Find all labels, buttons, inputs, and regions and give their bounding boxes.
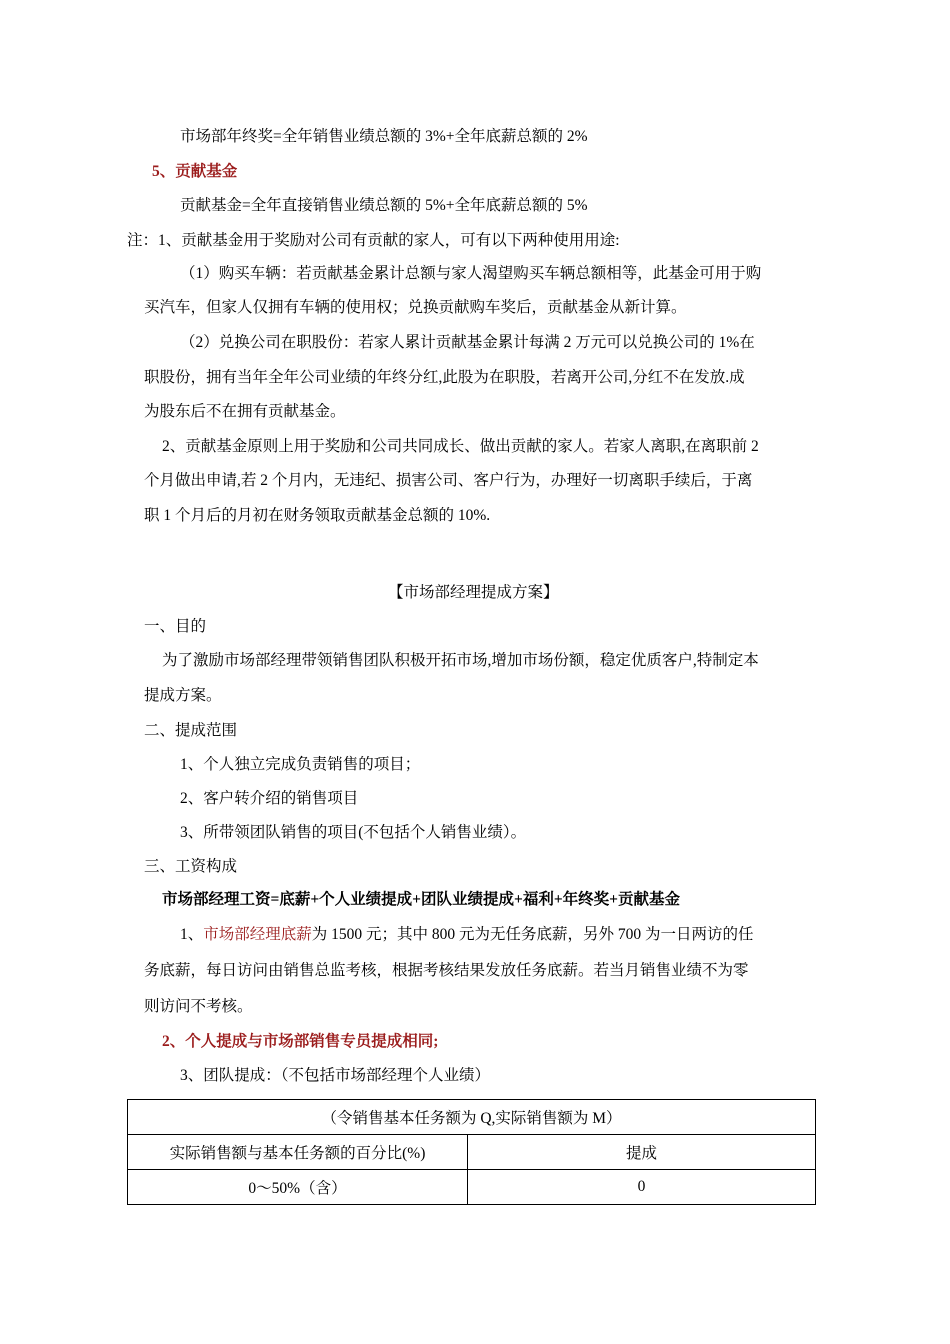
note-2-line-3: 职 1 个月后的月初在财务领取贡献基金总额的 10%. (144, 507, 491, 524)
note-1-item-2-line-1: （2）兑换公司在职股份：若家人累计贡献基金累计每满 2 万元可以兑换公司的 1%在 (180, 334, 755, 351)
note-1-item-2-line-2: 职股份，拥有当年全年公司业绩的年终分红,此股为在职股，若离开公司,分红不在发放.成 (144, 369, 745, 386)
table-row (128, 1170, 816, 1205)
table-cell-range: 0～50%（含） (128, 1170, 468, 1205)
heading-scope: 二、提成范围 (144, 722, 238, 739)
scope-item-3: 3、所带领团队销售的项目(不包括个人销售业绩）。 (180, 824, 527, 841)
heading-contribution-fund: 5、贡献基金 (152, 163, 238, 180)
note-1-item-1-line-1: （1）购买车辆：若贡献基金累计总额与家人渴望购买车辆总额相等，此基金可用于购 (180, 265, 762, 282)
team-commission-label: 3、团队提成：（不包括市场部经理个人业绩） (180, 1067, 491, 1084)
base-salary-line-2: 务底薪，每日访问由销售总监考核，根据考核结果发放任务底薪。若当月销售业绩不为零 (144, 962, 749, 979)
heading-salary-structure: 三、工资构成 (144, 858, 238, 875)
note-1: 注：1、贡献基金用于奖励对公司有贡献的家人，可有以下两种使用用途: (127, 232, 620, 249)
salary-formula: 市场部经理工资=底薪+个人业绩提成+团队业绩提成+福利+年终奖+贡献基金 (162, 891, 680, 908)
table-header-row (128, 1135, 816, 1170)
base-salary-line-3: 则访问不考核。 (144, 998, 253, 1015)
note-2-line-2: 个月做出申请,若 2 个月内，无违纪、损害公司、客户行为，办理好一切离职手续后，于离 (144, 472, 753, 489)
table-cell-commission: 0 (468, 1170, 816, 1205)
base-salary-prefix: 1、 (180, 926, 204, 943)
note-1-item-1-line-2: 买汽车，但家人仅拥有车辆的使用权；兑换贡献购车奖后，贡献基金从新计算。 (144, 299, 687, 316)
scope-item-2: 2、客户转介绍的销售项目 (180, 790, 359, 807)
section-title: 【市场部经理提成方案】 (388, 584, 559, 601)
heading-purpose: 一、目的 (144, 618, 207, 635)
note-2-line-1: 2、贡献基金原则上用于奖励和公司共同成长、做出贡献的家人。若家人离职,在离职前 2 (162, 438, 759, 455)
base-salary-highlight: 市场部经理底薪 (203, 926, 312, 943)
base-salary-detail: 为 1500 元；其中 800 元为无任务底薪，另外 700 为一日两访的任 (311, 926, 754, 943)
commission-table (127, 1099, 816, 1205)
year-end-bonus-formula: 市场部年终奖=全年销售业绩总额的 3%+全年底薪总额的 2% (180, 128, 588, 145)
table-header-commission: 提成 (468, 1135, 816, 1170)
personal-commission-note: 2、个人提成与市场部销售专员提成相同; (162, 1033, 439, 1050)
table-header-percentage: 实际销售额与基本任务额的百分比(%) (128, 1135, 468, 1170)
scope-item-1: 1、个人独立完成负责销售的项目； (180, 756, 421, 773)
purpose-line-1: 为了激励市场部经理带领销售团队积极开拓市场,增加市场份额，稳定优质客户,特制定本 (162, 652, 759, 669)
note-1-item-2-line-3: 为股东后不在拥有贡献基金。 (144, 403, 346, 420)
table-caption-row (128, 1100, 816, 1135)
purpose-line-2: 提成方案。 (144, 687, 222, 704)
table-caption: （令销售基本任务额为 Q,实际销售额为 M） (128, 1100, 816, 1135)
base-salary-line-1 (180, 925, 754, 945)
contribution-fund-formula: 贡献基金=全年直接销售业绩总额的 5%+全年底薪总额的 5% (180, 197, 588, 214)
